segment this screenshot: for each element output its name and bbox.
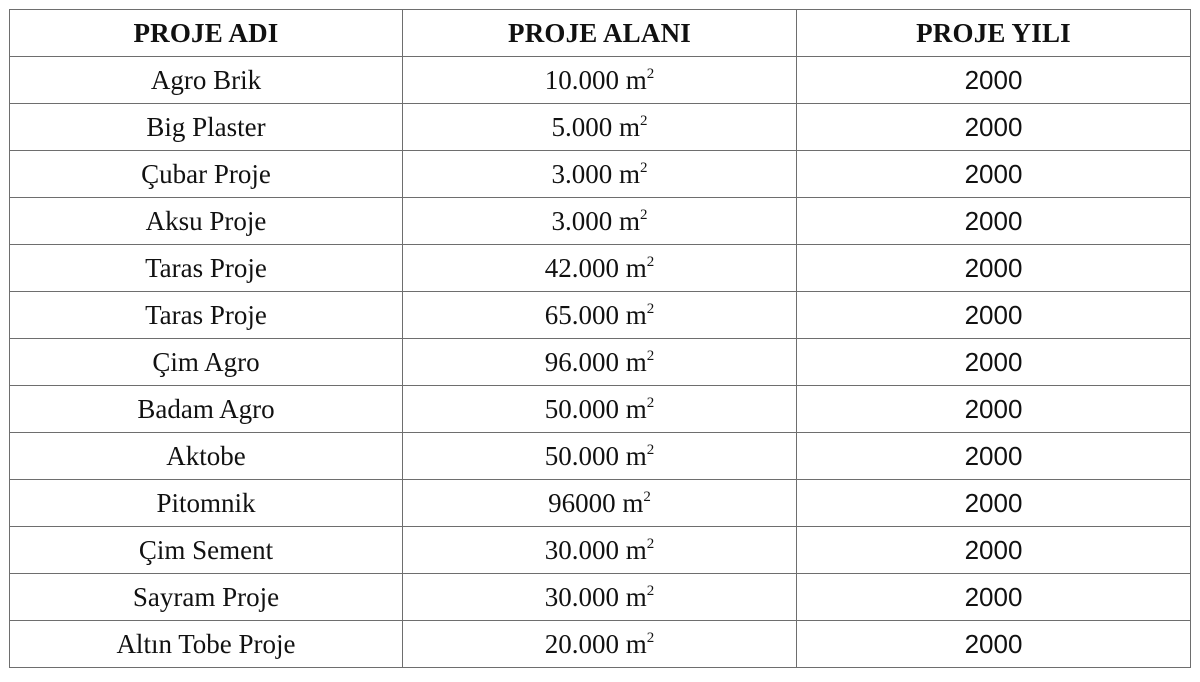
area-unit: m [618,205,640,236]
area-value: 50.000 [544,440,619,471]
table-row [10,527,1191,574]
area-unit: m [625,581,647,612]
cell-project-name: Agro Brik [10,57,403,104]
cell-project-year: 2000 [797,339,1191,386]
area-unit-exponent: 2 [643,488,651,505]
cell-project-year: 2000 [797,621,1191,668]
cell-project-area [403,621,797,668]
area-unit: m [625,64,647,95]
cell-project-year: 2000 [797,433,1191,480]
cell-project-name: Pitomnik [10,480,403,527]
header-project-area: PROJE ALANI [403,10,797,57]
area-value: 5.000 [551,111,613,142]
area-unit-exponent: 2 [646,441,655,458]
cell-project-year: 2000 [797,198,1191,245]
cell-project-name: Badam Agro [10,386,403,433]
cell-project-name: Çim Sement [10,527,403,574]
cell-project-name: Aktobe [10,433,403,480]
area-value: 20.000 [544,628,619,659]
cell-project-area [403,198,797,245]
area-unit: m [625,534,647,565]
area-unit-exponent: 2 [646,394,655,411]
table-header-row [10,10,1191,57]
cell-project-year: 2000 [797,104,1191,151]
cell-project-name: Sayram Proje [10,574,403,621]
table-row [10,433,1191,480]
table-row [10,292,1191,339]
header-project-name: PROJE ADI [10,10,403,57]
table-body [10,57,1191,668]
cell-project-name: Aksu Proje [10,198,403,245]
area-unit-exponent: 2 [646,582,655,599]
cell-project-area [403,386,797,433]
area-unit: m [618,158,640,189]
header-project-year: PROJE YILI [797,10,1191,57]
table-row [10,480,1191,527]
cell-project-area [403,104,797,151]
cell-project-area [403,574,797,621]
cell-project-name: Big Plaster [10,104,403,151]
area-unit-exponent: 2 [646,65,655,82]
area-unit-exponent: 2 [646,347,655,364]
area-unit: m [625,440,647,471]
cell-project-area [403,292,797,339]
table-row [10,386,1191,433]
table-row [10,198,1191,245]
table-row [10,245,1191,292]
area-unit: m [625,346,647,377]
area-value: 3.000 [551,205,613,236]
area-unit-exponent: 2 [640,112,648,129]
area-value: 65.000 [544,299,619,330]
cell-project-year: 2000 [797,57,1191,104]
area-unit-exponent: 2 [646,300,655,317]
project-table [9,9,1191,668]
cell-project-name: Taras Proje [10,292,403,339]
area-unit-exponent: 2 [640,206,648,223]
area-value: 42.000 [544,252,619,283]
cell-project-area [403,433,797,480]
table-row [10,151,1191,198]
area-unit-exponent: 2 [646,253,655,270]
area-unit: m [625,252,647,283]
cell-project-year: 2000 [797,292,1191,339]
area-unit: m [625,628,647,659]
cell-project-area [403,339,797,386]
cell-project-area [403,151,797,198]
cell-project-area [403,527,797,574]
table-row [10,57,1191,104]
area-unit: m [622,487,644,518]
area-value: 30.000 [544,534,619,565]
area-unit-exponent: 2 [646,535,655,552]
cell-project-year: 2000 [797,151,1191,198]
area-unit-exponent: 2 [640,159,648,176]
cell-project-area [403,480,797,527]
cell-project-year: 2000 [797,527,1191,574]
area-value: 96000 [548,487,616,518]
cell-project-area [403,57,797,104]
cell-project-name: Çim Agro [10,339,403,386]
table-row [10,574,1191,621]
area-unit: m [618,111,640,142]
area-value: 10.000 [544,64,619,95]
area-value: 3.000 [551,158,613,189]
cell-project-area [403,245,797,292]
cell-project-year: 2000 [797,245,1191,292]
cell-project-name: Altın Tobe Proje [10,621,403,668]
cell-project-name: Çubar Proje [10,151,403,198]
cell-project-year: 2000 [797,386,1191,433]
area-value: 96.000 [544,346,619,377]
area-unit: m [625,299,647,330]
cell-project-year: 2000 [797,574,1191,621]
cell-project-name: Taras Proje [10,245,403,292]
table-row [10,621,1191,668]
table-row [10,104,1191,151]
table-row [10,339,1191,386]
area-value: 30.000 [544,581,619,612]
area-value: 50.000 [544,393,619,424]
cell-project-year: 2000 [797,480,1191,527]
project-table-container [9,9,1190,673]
area-unit-exponent: 2 [646,629,655,646]
area-unit: m [625,393,647,424]
